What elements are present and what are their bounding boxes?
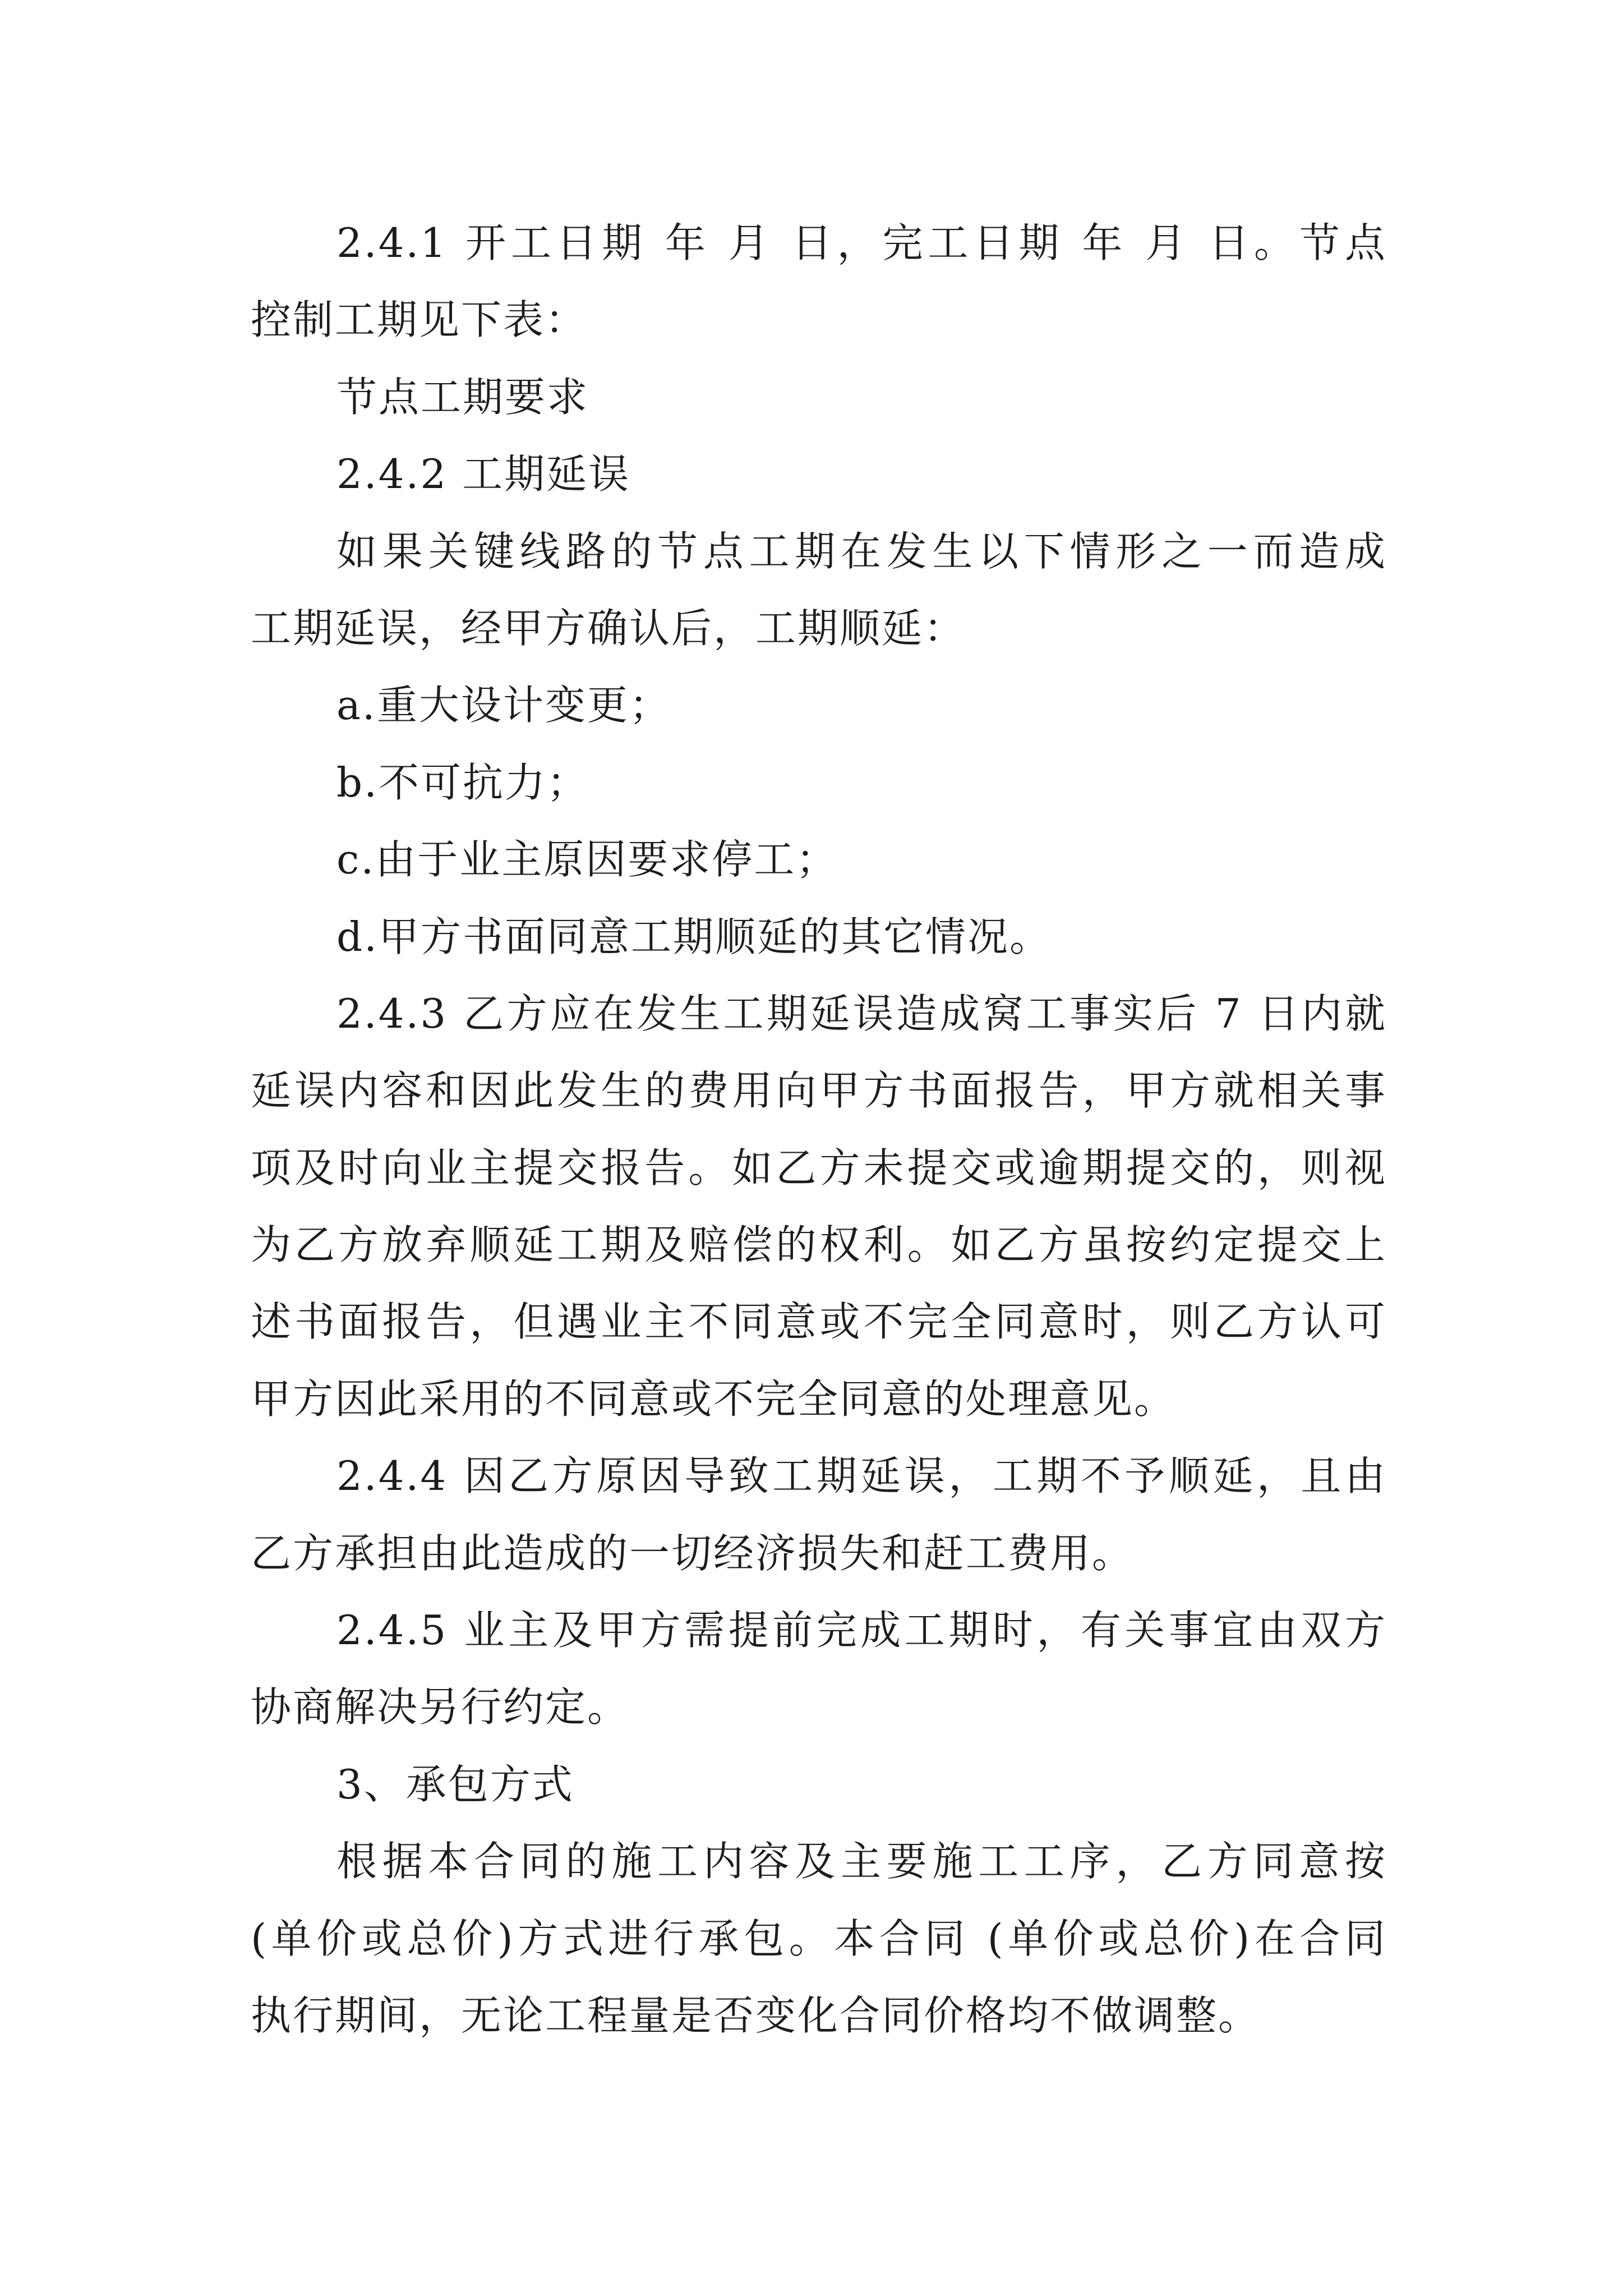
list-item-d (251, 899, 1387, 976)
paragraph-line: 甲方因此采用的不同意或不完全同意的处理意见。 (251, 1375, 1177, 1423)
document-body (251, 205, 1387, 2054)
paragraph-line: c.由于业主原因要求停工； (336, 836, 838, 884)
paragraph-line: 2.4.5 业主及甲方需提前完成工期时，有关事宜由双方 (336, 1607, 1387, 1654)
paragraph-line: 为乙方放弃顺延工期及赔偿的权利。如乙方虽按约定提交上 (251, 1221, 1387, 1269)
paragraph-2-4-4 (251, 1438, 1387, 1592)
paragraph-line: 延误内容和因此发生的费用向甲方书面报告，甲方就相关事 (251, 1067, 1387, 1115)
paragraph-line: 乙方承担由此造成的一切经济损失和赶工费用。 (251, 1529, 1135, 1577)
paragraph-line: d.甲方书面同意工期顺延的其它情况。 (336, 913, 1052, 960)
paragraph-line: 2.4.1 开工日期 年 月 日，完工日期 年 月 日。节点 (336, 219, 1387, 266)
paragraph-line: 2.4.2 工期延误 (336, 450, 631, 498)
paragraph-2-4-3 (251, 976, 1387, 1438)
paragraph-2-4-1 (251, 205, 1387, 359)
paragraph-line: 3、承包方式 (336, 1760, 574, 1808)
paragraph-line: 工期延误，经甲方确认后，工期顺延： (251, 604, 966, 652)
list-item-b (251, 744, 1387, 821)
paragraph-line: 2.4.4 因乙方原因导致工期延误，工期不予顺延，且由 (336, 1452, 1387, 1500)
list-item-c (251, 821, 1387, 898)
list-item-a (251, 667, 1387, 744)
paragraph-line: (单价或总价)方式进行承包。本合同 (单价或总价)在合同 (251, 1915, 1387, 1962)
paragraph-delay-conditions (251, 513, 1387, 668)
heading-section-3 (251, 1746, 1387, 1823)
paragraph-line: a.重大设计变更； (336, 682, 671, 729)
heading-2-4-2 (251, 436, 1387, 513)
paragraph-line: 控制工期见下表： (251, 296, 588, 344)
paragraph-contract-method (251, 1823, 1387, 2054)
paragraph-line: 节点工期要求 (336, 373, 589, 421)
paragraph-line: 执行期间，无论工程量是否变化合同价格均不做调整。 (251, 1991, 1261, 2039)
paragraph-line: 项及时向业主提交报告。如乙方未提交或逾期提交的，则视 (251, 1144, 1387, 1191)
paragraph-line: 协商解决另行约定。 (251, 1683, 630, 1731)
paragraph-2-4-5 (251, 1592, 1387, 1746)
paragraph-line: 如果关键线路的节点工期在发生以下情形之一而造成 (336, 527, 1387, 575)
paragraph-line: 根据本合同的施工内容及主要施工工序，乙方同意按 (336, 1838, 1387, 1885)
paragraph-node-schedule (251, 359, 1387, 436)
paragraph-line: 述书面报告，但遇业主不同意或不完全同意时，则乙方认可 (251, 1298, 1387, 1346)
paragraph-line: b.不可抗力； (336, 758, 589, 806)
paragraph-line: 2.4.3 乙方应在发生工期延误造成窝工事实后 7 日内就 (336, 990, 1387, 1037)
